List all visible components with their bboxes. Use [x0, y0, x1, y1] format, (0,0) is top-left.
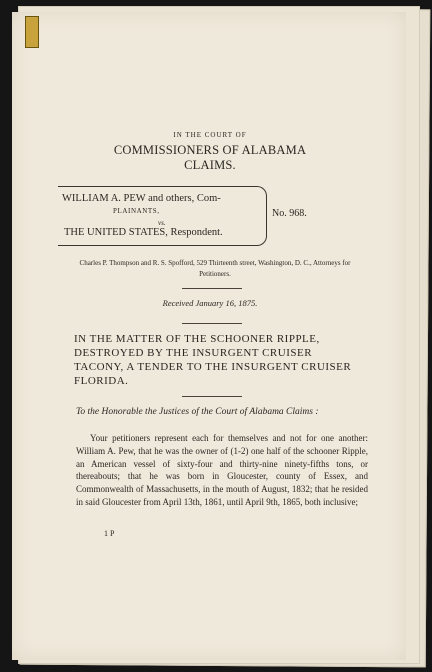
respondent-line: THE UNITED STATES, Respondent. [64, 227, 223, 238]
court-heading-small: IN THE COURT OF [173, 131, 247, 139]
tape-strip [25, 16, 39, 48]
divider [182, 288, 242, 289]
received-date: Received January 16, 1875. [162, 298, 258, 308]
divider [182, 323, 242, 324]
matter-title: IN THE MATTER OF THE SCHOONER RIPPLE, DESTROYED BY THE INSURGENT CRUISER TACONY, A TENDER TO THE INSURGENT CRUISER FLORIDA. [74, 333, 352, 387]
versus-label: vs. [158, 219, 166, 227]
divider [182, 396, 242, 397]
court-heading: COMMISSIONERS OF ALABAMA CLAIMS. [113, 143, 307, 172]
complainant-role: PLAINANTS, [113, 207, 160, 215]
signature-mark: 1 P [104, 529, 115, 538]
address-line: To the Honorable the Justices of the Court of Alabama Claims : [76, 407, 319, 417]
complainant-line: WILLIAM A. PEW and others, Com- [62, 193, 221, 204]
attorneys-line: Charles P. Thompson and R. S. Spofford, 529 Thirteenth street, Washington, D. C., Attorneys for Petitioners. [79, 259, 351, 278]
petition-body: Your petitioners represent each for themselves and not for one another: William A. Pew, that he was the owner of (1-2) one half of the schooner Ripple, an American vessel of sixty-four and thirty-nine ninety-fifths tons, or thereabouts; that he was born in Gloucester, county of Essex, and Commonwealth of Massachusetts, in the mouth of August, 1832; that he resided in said Gloucester from April 13th, 1861, until April 9th, 1865, both inclusive; [76, 433, 368, 507]
case-number: No. 968. [272, 208, 307, 219]
